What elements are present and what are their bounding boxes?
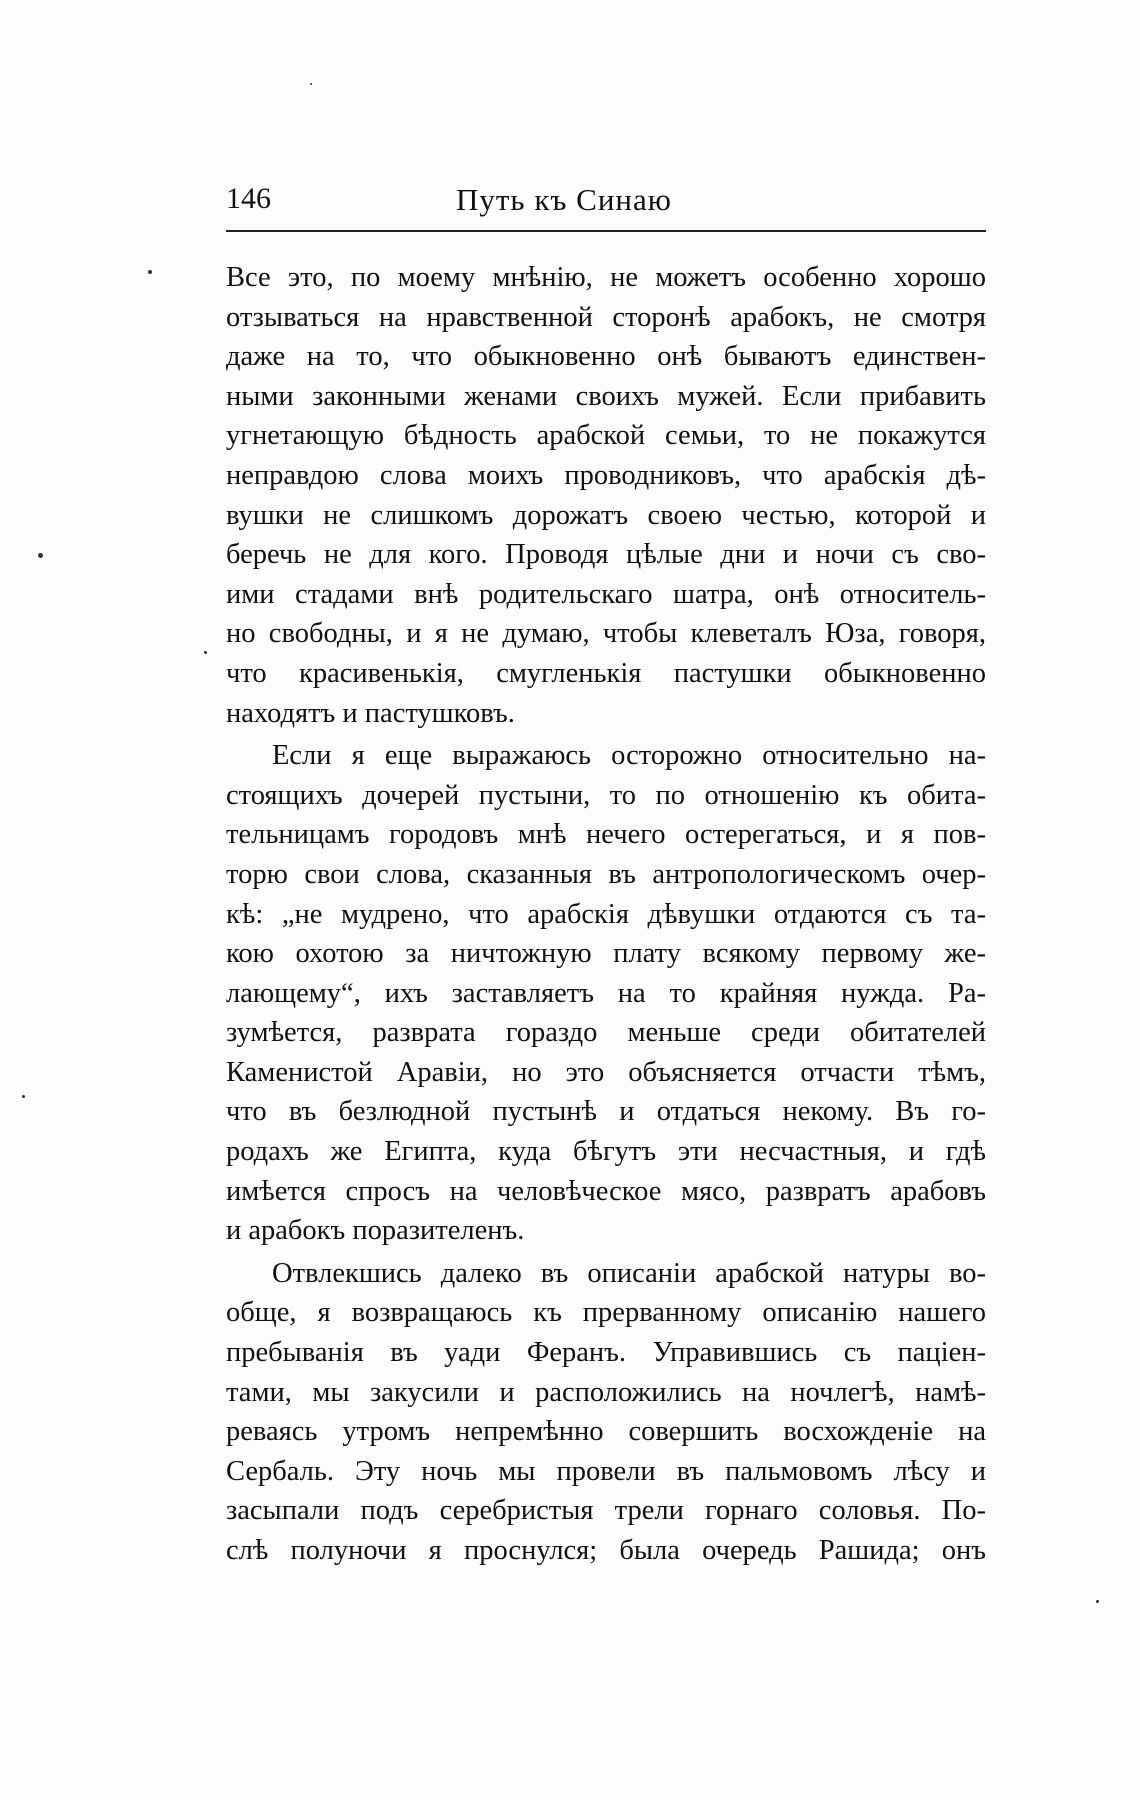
body-text <box>226 258 986 1571</box>
print-speck <box>148 270 152 274</box>
running-title: Путь къ Синаю <box>456 182 672 217</box>
running-header <box>226 182 986 226</box>
text-line: ими стадами внѣ родительскаго шатра, онѣ относитель- <box>226 578 986 610</box>
text-line: даже на то, что обыкновенно онѣ бываютъ единствен- <box>226 341 986 373</box>
text-line: Каменистой Аравіи, но это объясняется отчасти тѣмъ, <box>226 1056 986 1088</box>
text-line: зумѣется, разврата гораздо меньше среди обитателей <box>226 1017 986 1049</box>
text-line: вушки не слишкомъ дорожатъ своею честью, которой и <box>226 499 986 531</box>
text-line: засыпали подъ серебристыя трели горнаго соловья. По- <box>226 1495 986 1527</box>
text-line: но свободны, и я не думаю, чтобы клеветалъ Юза, говоря, <box>226 618 986 650</box>
text-line: торю свои слова, сказанныя въ антропологическомъ очер- <box>226 858 986 890</box>
text-line: пребыванія въ уади Феранъ. Управившись съ паціен- <box>226 1337 986 1369</box>
header-rule <box>226 230 986 232</box>
text-line: тельницамъ городовъ мнѣ нечего остерегаться, и я пов- <box>226 819 986 851</box>
text-line: неправдою слова моихъ проводниковъ, что арабскія дѣ- <box>226 459 986 491</box>
text-line: что красивенькія, смугленькія пастушки обыкновенно <box>226 657 986 689</box>
print-speck <box>22 1095 25 1098</box>
text-line: имѣется спросъ на человѣческое мясо, развратъ арабовъ <box>226 1175 986 1207</box>
page-number: 146 <box>226 182 271 215</box>
text-line: угнетающую бѣдность арабской семьи, то не покажутся <box>226 420 986 452</box>
paragraph-3 <box>226 1254 986 1571</box>
text-line: ными законными женами своихъ мужей. Если прибавить <box>226 380 986 412</box>
text-line: слѣ полуночи я проснулся; была очередь Рашида; онъ <box>226 1535 986 1566</box>
text-line: обще, я возвращаюсь къ прерванному описанію нашего <box>226 1297 986 1329</box>
text-line: родахъ же Египта, куда бѣгутъ эти несчастныя, и гдѣ <box>226 1136 986 1168</box>
text-line: что въ безлюдной пустынѣ и отдаться некому. Въ го- <box>226 1096 986 1128</box>
text-line: Отвлекшись далеко въ описаніи арабской натуры во- <box>272 1257 986 1289</box>
text-line: реваясь утромъ непремѣнно совершить восхожденіе на <box>226 1416 986 1448</box>
text-line: и арабокъ поразителенъ. <box>226 1215 525 1247</box>
text-line: стоящихъ дочерей пустыни, то по отношенію къ обита- <box>226 779 986 811</box>
text-line: Все это, по моему мнѣнію, не можетъ особенно хорошо <box>226 262 986 293</box>
text-line: Если я еще выражаюсь осторожно относительно на- <box>272 740 986 772</box>
text-line: лающему“, ихъ заставляетъ на то крайняя нужда. Ра- <box>226 977 986 1009</box>
text-line: беречь не для кого. Проводя цѣлые дни и ночи съ сво- <box>226 539 986 571</box>
text-line: кою охотою за ничтожную плату всякому первому же- <box>226 938 986 970</box>
text-line: отзываться на нравственной сторонѣ арабокъ, не смотря <box>226 301 986 333</box>
text-line: кѣ: „не мудрено, что арабскія дѣвушки отдаются съ та- <box>226 898 986 930</box>
print-speck <box>310 83 312 85</box>
text-line: Сербаль. Эту ночь мы провели въ пальмовомъ лѣсу и <box>226 1455 986 1487</box>
print-speck <box>204 651 207 654</box>
paragraph-2 <box>226 736 986 1251</box>
print-speck <box>38 553 43 558</box>
print-speck <box>1096 1600 1099 1603</box>
text-line: тами, мы закусили и расположились на ночлегѣ, намѣ- <box>226 1376 986 1408</box>
text-line: находятъ и пастушковъ. <box>226 697 515 729</box>
paragraph-1 <box>226 258 986 733</box>
